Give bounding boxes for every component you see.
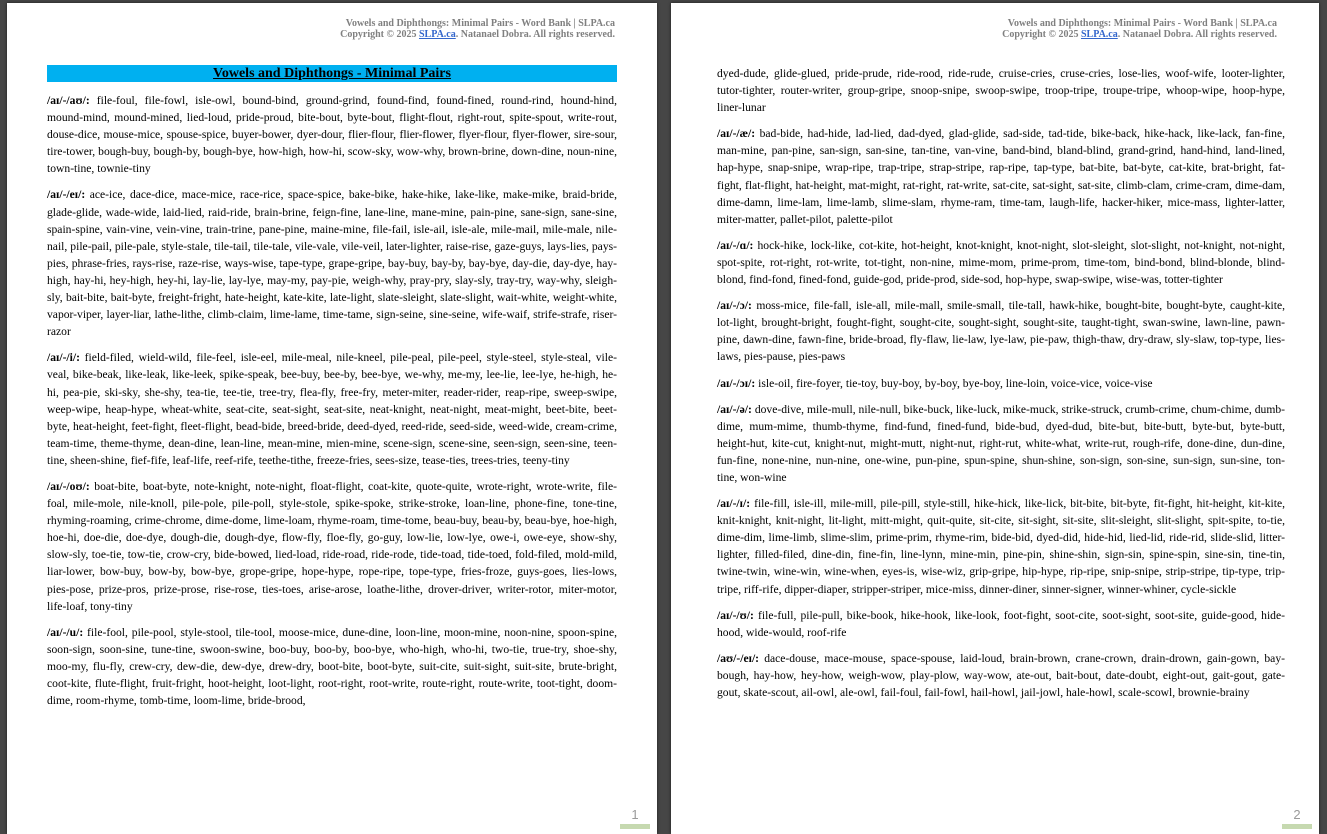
word-pairs: file-foul, file-fowl, isle-owl, bound-bind, ground-grind, found-find, found-fined, round-rind, hound-hind, mound-mind, mound-mined, lied-loud, pride-proud, bite-bout, byte-bout, flight-flout, right-rout, spite-spout, write-rout, douse-dice, mouse-mice, spouse-spice, buyer-bower, dyer-dour, flier-flour, flier-flower, flyer-flour, flyer-flower, sire-sour, tire-tower, bough-buy, bough-by, bough-bye, how-high, how-hi, scow-sky, wow-why, brown-brine, down-dine, noun-nine, town-tine, townie-tiny [47,94,617,176]
slpa-link[interactable]: SLPA.ca [1080,29,1118,40]
page-number: 1 [620,807,650,829]
minimal-pairs-paragraph [717,297,1285,365]
minimal-pairs-paragraph [717,607,1285,641]
word-pairs: dyed-dude, glide-glued, pride-prude, ride-rood, ride-rude, cruise-cries, cruse-cries, lose-lies, woof-wife, looter-lighter, tutor-tighter, router-writer, group-gripe, snoop-snipe, swoop-swipe, troop-tripe, troupe-tripe, whoop-wipe, hoop-hype, liner-lunar [717,67,1285,115]
minimal-pairs-paragraph [717,650,1285,701]
minimal-pairs-paragraph [47,186,617,340]
word-pairs: file-fill, isle-ill, mile-mill, pile-pill, style-still, hike-hick, like-lick, bit-bite, bit-byte, fit-fight, hit-height, kit-kite, knit-knight, knit-night, lit-light, mitt-might, quit-quite, sit-cite, sit-sight, sit-site, slit-sleight, slit-slight, spit-spite, to-tie, dime-dim, lime-limb, slime-slim, prime-prim, rhyme-rim, bide-bid, dyed-did, hide-hid, lied-lid, ride-rid, slide-slid, litter-lighter, filled-filed, dine-din, fine-fin, line-lynn, mine-min, pine-pin, shine-shin, sign-sin, spine-spin, sine-sin, tine-tin, twine-twin, wine-win, wine-when, eyes-is, wise-wiz, grip-gripe, hip-hype, rip-ripe, snip-snipe, strip-stripe, tip-type, trip-tripe, riff-rife, dipper-diaper, stripper-striper, mice-miss, dinner-diner, sinner-signer, winner-whiner, cycle-sickle [717,497,1285,596]
page-number: 2 [1282,807,1312,829]
vowel-pair-label: /aɪ/-/ə/: [717,402,752,416]
minimal-pairs-paragraph [47,92,617,177]
vowel-pair-label: /aɪ/-/i/: [47,351,80,365]
word-pairs: isle-oil, fire-foyer, tie-toy, buy-boy, by-boy, bye-boy, line-loin, voice-vice, voice-vise [755,376,1153,390]
minimal-pairs-paragraph [717,401,1285,486]
copyright-prefix: Copyright © 2025 [1002,29,1081,40]
page-header [1002,18,1277,40]
minimal-pairs-paragraph [47,349,617,469]
header-copyright [1002,29,1277,40]
vowel-pair-label: /aɪ/-/ɔ/: [717,299,752,313]
vowel-pair-label: /aɪ/-/oʊ/: [47,479,90,493]
page-header [340,18,615,40]
minimal-pairs-paragraph [47,624,617,709]
word-pairs: file-fool, pile-pool, style-stool, tile-tool, moose-mice, dune-dine, loon-line, moon-mine, noon-nine, spoon-spine, soon-sign, soon-sine, tune-tine, swoon-swine, boo-buy, boo-by, boo-bye, who-high, who-hi, two-tie, true-try, shoe-shy, moo-my, flu-fly, crew-cry, dew-die, dew-dye, drew-dry, boot-bite, boot-byte, suit-cite, suit-sight, suit-site, brute-bright, coot-kite, flute-flight, fruit-fright, hoot-height, loot-light, root-right, root-write, route-right, route-write, toot-tight, doom-dime, room-rhyme, tomb-time, loom-lime, bride-brood, [47,625,617,708]
minimal-pairs-paragraph [717,125,1285,228]
document-page-2 [671,3,1319,834]
minimal-pairs-paragraph [717,495,1285,598]
word-pairs: dace-douse, mace-mouse, space-spouse, laid-loud, brain-brown, crane-crown, drain-drown, gain-gown, bay-bough, hay-how, hey-how, weigh-wow, play-plow, way-wow, ate-out, bait-bout, date-doubt, eight-out, gait-gout, gate-gout, skate-scout, ail-owl, ale-owl, fail-foul, fail-fowl, hail-howl, jail-jowl, hale-howl, scale-scowl, brownie-brainy [717,651,1285,699]
vowel-pair-label: /aɪ/-/aʊ/: [47,94,90,107]
minimal-pairs-paragraph [717,65,1285,116]
vowel-pair-label: /aɪ/-/ɑ/: [717,238,754,252]
vowel-pair-label: /aʊ/-/eɪ/: [717,651,760,665]
vowel-pair-label: /aɪ/-/æ/: [717,127,756,141]
vowel-pair-label: /aɪ/-/ɔɪ/: [717,376,756,390]
minimal-pairs-paragraph [717,375,1285,392]
copyright-prefix: Copyright © 2025 [340,29,419,40]
vowel-pair-label: /aɪ/-/eɪ/: [47,188,86,202]
minimal-pairs-paragraph [717,237,1285,288]
word-pairs: dove-dive, mile-mull, nile-null, bike-buck, like-luck, mike-muck, strike-struck, crumb-crime, chum-chime, dumb-dime, mum-mime, thumb-thyme, find-fund, fined-fund, bide-bud, dyed-dud, bite-but, bite-butt, byte-but, byte-butt, height-hut, kite-cut, knight-nut, might-mutt, night-nut, right-rut, white-what, write-rut, rough-rife, done-dine, dun-dine, fun-fine, none-nine, nun-nine, one-wine, pun-pine, spun-spine, shun-shine, son-sign, son-sine, sun-sign, sun-sine, ton-tine, won-wine [717,402,1285,484]
page-content [717,65,1285,710]
word-pairs: bad-bide, had-hide, lad-lied, dad-dyed, glad-glide, sad-side, tad-tide, bike-back, hike-hack, like-lack, fan-fine, man-mine, pan-pine, san-sign, san-sine, tan-tine, van-vine, band-bind, bland-blind, grand-grind, hand-hind, land-lined, hap-hype, snap-snipe, wrap-ripe, trap-tripe, strap-stripe, rap-ripe, tap-type, bat-bite, bat-byte, cat-kite, brat-bright, fat-fight, flat-flight, hat-height, mat-might, rat-right, rat-write, sat-cite, sat-sight, sat-site, climb-clam, crime-cram, dime-dam, dime-damn, lime-lam, lime-lamb, slime-slam, rhyme-ram, time-tam, laugh-life, hacker-hiker, mice-mass, lighter-latter, miter-matter, pallet-pilot, palette-pilot [717,127,1285,226]
vowel-pair-label: /aɪ/-/ʊ/: [717,608,754,622]
word-pairs: hock-hike, lock-like, cot-kite, hot-height, knot-knight, knot-night, slot-sleight, slot-slight, not-knight, not-night, spot-spite, rot-right, rot-write, tot-tight, non-nine, mime-mom, prime-prom, time-tom, bind-bond, blind-blonde, blind-blond, find-fond, fined-fond, guide-god, pride-prod, side-sod, hop-hype, swap-swipe, wise-was, totter-tighter [717,238,1285,287]
word-pairs: boat-bite, boat-byte, note-knight, note-night, float-flight, coat-kite, quote-quite, wrote-right, wrote-write, file-foal, mile-mole, nile-knoll, pile-pole, pile-poll, style-stole, spike-spoke, strike-stroke, loan-line, phone-fine, tone-tine, rhyming-roaming, crime-chrome, dime-dome, lime-loam, rhyme-roam, time-tome, beau-buy, beau-by, beau-bye, hoe-high, hoe-hi, doe-die, doe-dye, dough-die, dough-dye, flow-fly, floe-fly, go-guy, low-lie, low-lye, owe-i, owe-eye, show-shy, slow-sly, toe-tie, tow-tie, crow-cry, bide-bowed, lied-load, ride-road, ride-rode, tide-toad, tide-toed, fold-filed, mold-mild, liar-lower, bow-buy, bow-by, bow-bye, grope-gripe, hope-hype, rope-ripe, tope-type, fries-froze, guys-goes, lies-lows, pies-pose, prize-pros, prize-prose, rise-rose, ties-toes, arise-arose, loathe-lithe, drover-driver, writer-rotor, miter-motor, life-loaf, tony-tiny [47,479,617,613]
header-title: Vowels and Diphthongs: Minimal Pairs - Word Bank | SLPA.ca [345,18,615,29]
header-copyright [340,29,615,40]
page-content [47,65,617,718]
slpa-link[interactable]: SLPA.ca [418,29,456,40]
copyright-suffix: . Natanael Dobra. All rights reserved. [1117,29,1277,40]
word-pairs: file-full, pile-pull, bike-book, hike-hook, like-look, foot-fight, soot-cite, soot-sight, soot-site, guide-good, hide-hood, wide-would, roof-rife [717,608,1285,639]
minimal-pairs-paragraph [47,478,617,615]
word-pairs: field-filed, wield-wild, file-feel, isle-eel, mile-meal, nile-kneel, pile-peal, pile-peel, style-steel, style-steal, vile-veal, bike-beak, like-leak, like-leek, spike-speak, bee-buy, bee-by, bee-bye, we-why, me-my, lee-lie, lee-lye, he-high, he-hi, pea-pie, ski-sky, she-shy, tea-tie, tee-tie, tree-try, flea-fly, free-fry, meter-miter, reader-rider, reap-ripe, sweep-swipe, weep-wipe, heap-hype, wheat-white, seat-cite, seat-sight, seat-site, neat-knight, neat-night, meat-might, beet-bite, beet-byte, heat-height, feet-fight, fleet-flight, bead-bide, breed-bride, deed-dyed, reed-ride, seed-side, weed-wide, cream-crime, team-time, theme-thyme, dean-dine, lean-line, mean-mine, mien-mine, scene-sign, scene-sine, seen-sign, seen-sine, teen-tine, sheen-shine, fief-fife, leaf-life, reef-rife, teethe-tithe, freeze-fries, sees-size, tease-ties, trees-tries, teeny-tiny [47,351,617,467]
document-title: Vowels and Diphthongs - Minimal Pairs [47,65,617,82]
document-page-1 [7,3,657,834]
vowel-pair-label: /aɪ/-/u/: [47,625,84,639]
header-title: Vowels and Diphthongs: Minimal Pairs - Word Bank | SLPA.ca [1007,18,1277,29]
word-pairs: moss-mice, file-fall, isle-all, mile-mall, smile-small, tile-tall, hawk-hike, bought-bite, bought-byte, caught-kite, lot-light, brought-bright, fought-fight, sought-cite, sought-sight, sought-site, taught-tight, swan-swine, lawn-line, pawn-pine, dawn-dine, fawn-fine, bride-broad, fly-flaw, lie-law, lye-law, pie-paw, thigh-thaw, dry-draw, sly-slaw, top-type, lies-laws, pies-pause, pies-paws [717,299,1285,364]
copyright-suffix: . Natanael Dobra. All rights reserved. [455,29,615,40]
word-pairs: ace-ice, dace-dice, mace-mice, race-rice, space-spice, bake-bike, hake-hike, lake-like, make-mike, braid-bride, glade-glide, wade-wide, laid-lied, raid-ride, brain-brine, feign-fine, lane-line, mane-mine, pain-pine, sane-sign, sane-sine, spain-spine, vain-vine, vein-vine, train-trine, pane-pine, maine-mine, file-fail, isle-ail, isle-ale, mile-mail, mile-male, nile-nail, pile-pail, pile-pale, style-stale, tile-tail, tile-tale, vile-vale, vile-veil, later-lighter, raise-rise, gaze-guys, lays-lies, pays-pies, phrase-fries, rays-rise, raze-rise, ways-wise, tape-type, grape-gripe, bay-buy, bay-by, bay-bye, day-die, day-dye, hay-high, hay-hi, hey-high, hey-hi, lay-lie, lay-lye, may-my, pay-pie, weigh-why, pray-pry, slay-sly, tray-try, way-why, sleigh-sly, bait-bite, bait-byte, freight-fright, hate-height, kate-kite, late-light, slate-sleight, slate-slight, wait-white, weight-white, vapor-viper, layer-liar, lathe-lithe, climb-claim, lime-lame, time-tame, sign-seine, sine-seine, wife-waif, strife-strafe, riser-razor [47,188,617,339]
vowel-pair-label: /aɪ/-/ɪ/: [717,497,751,511]
